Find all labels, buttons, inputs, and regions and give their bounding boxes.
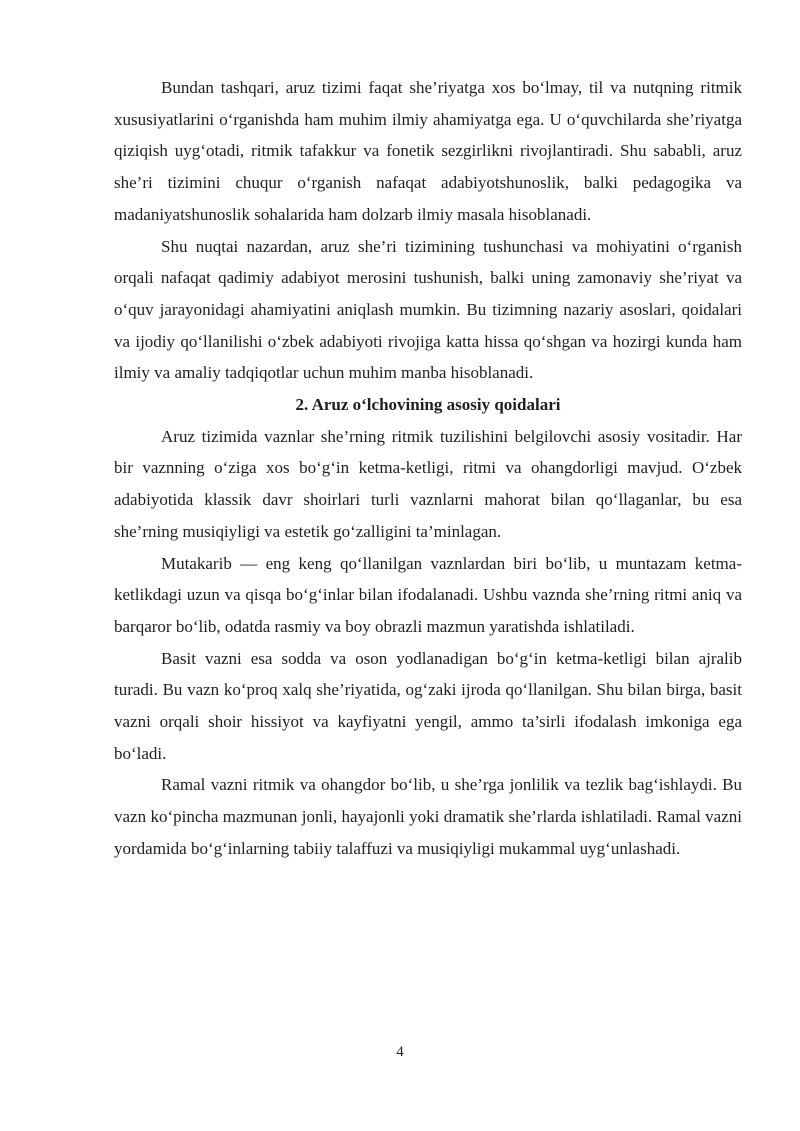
paragraph-ramal: Ramal vazni ritmik va ohangdor bo‘lib, u she’rga jonlilik va tezlik bag‘ishlaydi. Bu vazn ko‘pincha mazmunan jonli, hayajonli yoki dramatik she’rlarda ishlatiladi. Ramal vazni yordamida bo‘g‘inlarning tabiiy talaffuzi va musiqiyligi mukammal uyg‘unlashadi. <box>114 775 742 858</box>
section-heading: 2. Aruz o‘lchovining asosiy qoidalari <box>295 395 561 415</box>
paragraph-aruz-significance: Bundan tashqari, aruz tizimi faqat she’riyatga xos bo‘lmay, til va nutqning ritmik xususiyatlarini o‘rganishda ham muhim ilmiy ahamiyatga ega. U o‘quvchilarda she’riyatga qiziqish uyg‘otadi, ritmik tafakkur va fonetik sezgirlikni rivojlantiradi. Shu sababli, aruz she’ri tizimini chuqur o‘rganish nafaqat adabiyotshunoslik, balki pedagogika va madaniyatshunoslik sohalarida ham dolzarb ilmiy masala hisoblanadi. <box>114 78 742 224</box>
page-number: 4 <box>396 1044 404 1060</box>
paragraph-meters-intro: Aruz tizimida vaznlar she’rning ritmik tuzilishini belgilovchi asosiy vositadir. Har bir vaznning o‘ziga xos bo‘g‘in ketma-ketligi, ritmi va ohangdorligi mavjud. O‘zbek adabiyotida klassik davr shoirlari turli vaznlarni mahorat bilan qo‘llaganlar, bu esa she’rning musiqiyligi va estetik go‘zalligini ta’minlagan. <box>114 426 742 541</box>
page-body <box>114 72 742 865</box>
paragraph-aruz-essence: Shu nuqtai nazardan, aruz she’ri tizimining tushunchasi va mohiyatini o‘rganish orqali nafaqat qadimiy adabiyot merosini tushunish, balki uning zamonaviy she’riyat va o‘quv jarayonidagi ahamiyatini aniqlash mumkin. Bu tizimning nazariy asoslari, qoidalari va ijodiy qo‘llanilishi o‘zbek adabiyoti rivojiga katta hissa qo‘shgan va hozirgi kunda ham ilmiy va amaliy tadqiqotlar uchun muhim manba hisoblanadi. <box>114 236 742 383</box>
paragraph-basit: Basit vazni esa sodda va oson yodlanadigan bo‘g‘in ketma-ketligi bilan ajralib turadi. Bu vazn ko‘proq xalq she’riyatida, og‘zaki ijroda qo‘llanilgan. Shu bilan birga, basit vazni orqali shoir hissiyot va kayfiyatni yengil, ammo ta’sirli ifodalash imkoniga ega bo‘ladi. <box>114 648 742 763</box>
paragraph-mutakarib: Mutakarib — eng keng qo‘llanilgan vaznlardan biri bo‘lib, u muntazam ketma-ketlikdagi uzun va qisqa bo‘g‘inlar bilan ifodalanadi. Ushbu vaznda she’rning ritmi aniq va barqaror bo‘lib, odatda rasmiy va boy obrazli mazmun yaratishda ishlatiladi. <box>114 553 742 636</box>
